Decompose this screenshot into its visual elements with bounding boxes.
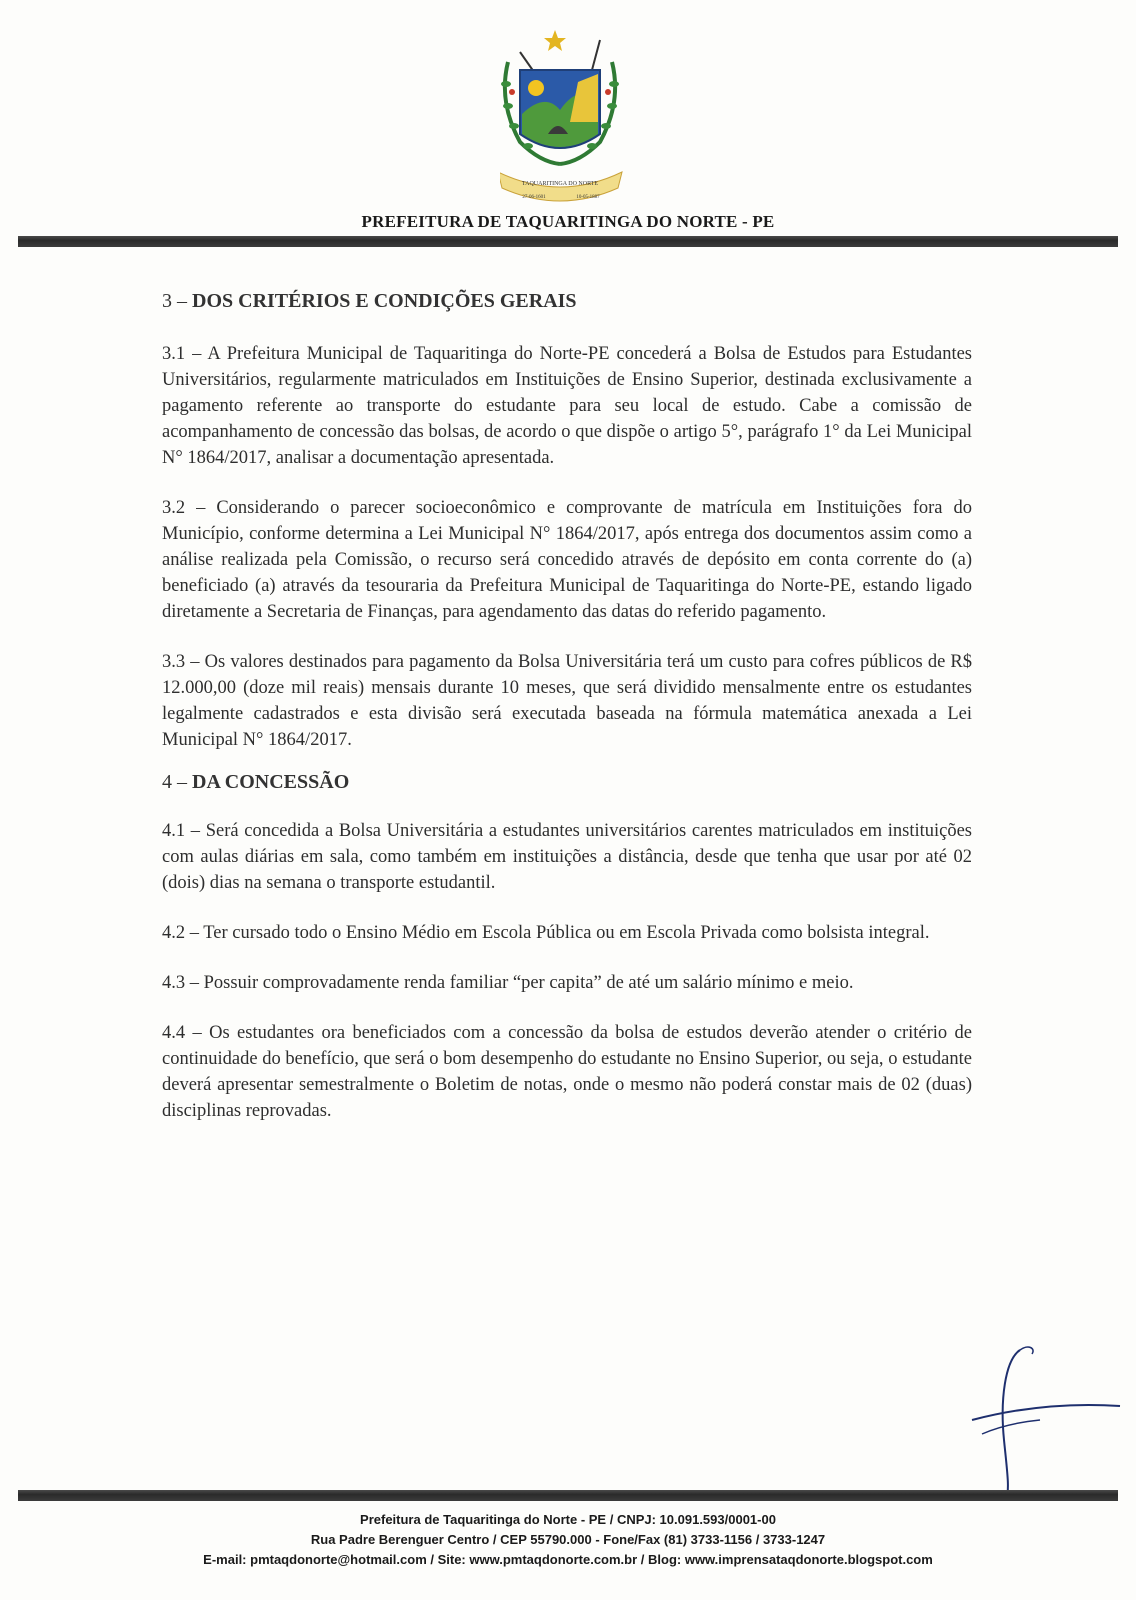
- header-divider: [18, 236, 1118, 247]
- page-header-title: PREFEITURA DE TAQUARITINGA DO NORTE - PE: [361, 212, 775, 231]
- signature-mark: [970, 1340, 1130, 1510]
- page-footer: [0, 1510, 1136, 1570]
- section-title: DA CONCESSÃO: [192, 771, 350, 793]
- footer-line: Rua Padre Berenguer Centro / CEP 55790.000 - Fone/Fax (81) 3733-1156 / 3733-1247: [310, 1532, 826, 1547]
- crest-date-right: 10-05-1887: [576, 195, 600, 200]
- paragraph: 3.1 – A Prefeitura Municipal de Taquaritinga do Norte-PE concederá a Bolsa de Estudos para Estudantes Universitários, regularmente matriculados em Instituições de Ensino Superior, destinada exclusivamente a pagamento referente ao transporte do estudante para seu local de estudo. Cabe a comissão de acompanhamento de concessão das bolsas, de acordo o que dispõe o artigo 5°, parágrafo 1° da Lei Municipal N° 1864/2017, analisar a documentação apresentada.: [162, 344, 972, 468]
- paragraph: 3.2 – Considerando o parecer socioeconômico e comprovante de matrícula em Instituições fora do Município, conforme determina a Lei Municipal N° 1864/2017, após entrega dos documentos assim como a análise realizada pela Comissão, o recurso será concedido através de depósito em conta corrente do (a) beneficiado (a) através da tesouraria da Prefeitura Municipal de Taquaritinga do Norte-PE, estando ligado diretamente a Secretaria de Finanças, para agendamento das datas do referido pagamento.: [162, 498, 972, 622]
- star-icon: [544, 30, 566, 51]
- crest-date-left: 27-06-1601: [522, 195, 546, 200]
- crest-ribbon-text: TAQUARITINGA DO NORTE: [521, 181, 599, 187]
- section-heading: [162, 290, 972, 313]
- section-title: DOS CRITÉRIOS E CONDIÇÕES GERAIS: [192, 290, 577, 312]
- section-heading: [162, 771, 972, 794]
- paragraph: 4.3 – Possuir comprovadamente renda familiar “per capita” de até um salário mínimo e meio.: [162, 973, 854, 993]
- paragraph: 4.1 – Será concedida a Bolsa Universitária a estudantes universitários carentes matriculados em instituições com aulas diárias em sala, como também em instituições a distância, desde que tenha que usar por até 02 (dois) dias na semana o transporte estudantil.: [162, 821, 972, 893]
- paragraph: 4.2 – Ter cursado todo o Ensino Médio em Escola Pública ou em Escola Privada como bolsista integral.: [162, 923, 930, 943]
- section-number: 3 –: [162, 290, 192, 312]
- document-body: [162, 290, 972, 1124]
- footer-divider: [18, 1490, 1118, 1501]
- paragraph: 4.4 – Os estudantes ora beneficiados com a concessão da bolsa de estudos deverão atender o critério de continuidade do benefício, que será o bom desempenho do estudante no Ensino Superior, ou seja, o estudante deverá apresentar semestralmente o Boletim de notas, onde o mesmo não poderá constar mais de 02 (duas) disciplinas reprovadas.: [162, 1023, 972, 1121]
- footer-line: Prefeitura de Taquaritinga do Norte - PE / CNPJ: 10.091.593/0001-00: [360, 1512, 776, 1527]
- section-number: 4 –: [162, 771, 192, 793]
- municipal-crest: [500, 22, 650, 212]
- paragraph: 3.3 – Os valores destinados para pagamento da Bolsa Universitária terá um custo para cofres públicos de R$ 12.000,00 (doze mil reais) mensais durante 10 meses, que será dividido mensalmente entre os estudantes legalmente cadastrados e esta divisão será executada baseada na fórmula matemática anexada a Lei Municipal N° 1864/2017.: [162, 652, 972, 750]
- footer-line: E-mail: pmtaqdonorte@hotmail.com / Site: www.pmtaqdonorte.com.br / Blog: www.imprensataqdonorte.blogspot.com: [203, 1552, 933, 1567]
